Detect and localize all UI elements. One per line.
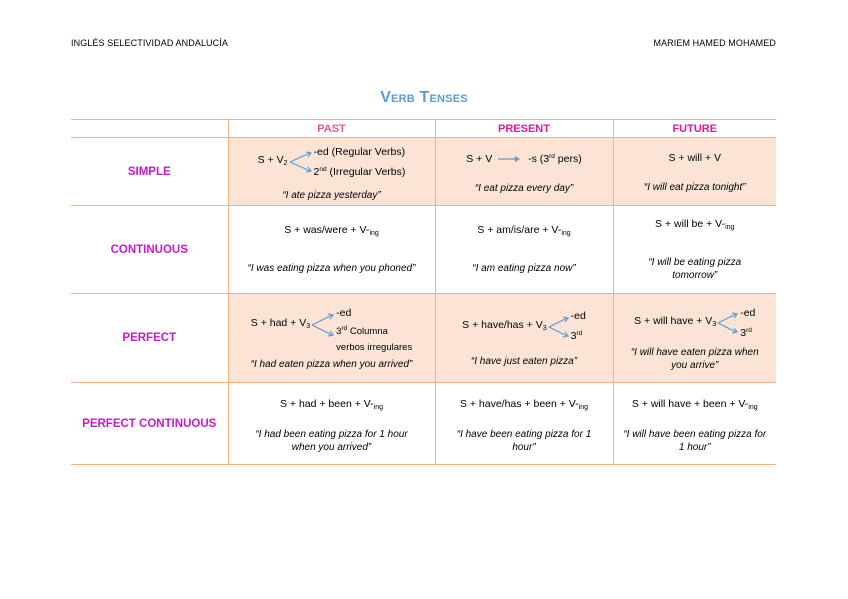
table-row-perfect-continuous (71, 383, 776, 465)
cell-perfect-continuous-past (228, 383, 435, 465)
col-header-present: PRESENT (435, 120, 613, 138)
col-header-future: FUTURE (613, 120, 776, 138)
verb-tenses-table (71, 119, 776, 465)
cell-continuous-past (228, 206, 435, 294)
example-simple-present: “I eat pizza every day” (474, 183, 574, 194)
row-label-simple: SIMPLE (71, 138, 228, 206)
row-label-perfect-continuous: PERFECT CONTINUOUS (71, 383, 228, 465)
example-perfect-past: “I had eaten pizza when you arrived” (250, 359, 413, 370)
perfect-continuous-future-formula: S + will have + been + $V-_{ing}$ (631, 397, 758, 411)
continuous-past-formula: S + was/were + $V-_{ing}$ (284, 224, 379, 237)
example-continuous-present: “I am eating pizza now” (472, 263, 576, 274)
continuous-present-formula: $S + am/is/are + V-_{ing}$ (477, 224, 571, 237)
continuous-future-formula: S + will be + $V-_{ing}$ (655, 217, 735, 231)
example-perfect-future: “I will have eaten pizza when you arrive” (630, 346, 759, 371)
example-simple-past: “I ate pizza yesterday” (282, 189, 381, 201)
branch-arrow-icon (288, 149, 314, 175)
col-header-past: PAST (228, 120, 435, 138)
example-perfect-continuous-past: “I had been eating pizza for 1 hour when you arrived” (255, 428, 408, 453)
example-simple-future: “I will eat pizza tonight” (643, 181, 746, 193)
example-continuous-future: “I will be eating pizza tomorrow” (648, 256, 742, 281)
header-right: MARIEM HAMED MOHAMED (653, 38, 776, 48)
simple-present-formula: S + V -s (3rd pers) (466, 153, 582, 165)
example-continuous-past: “I was eating pizza when you phoned” (247, 263, 416, 274)
perfect-past-formula: S + had + $V_3$ -ed 3rd Columna verbos irregulares (250, 307, 413, 353)
corner-cell (71, 120, 228, 138)
table-row-perfect (71, 294, 776, 383)
branch-arrow-icon (547, 314, 571, 340)
right-arrow-icon (495, 154, 525, 164)
row-label-perfect: PERFECT (71, 294, 228, 383)
simple-future-formula: S + will + V (668, 151, 722, 164)
cell-perfect-continuous-future (613, 383, 776, 465)
cell-continuous-future (613, 206, 776, 294)
cell-simple-past (228, 138, 435, 206)
cell-perfect-present (435, 294, 613, 383)
cell-simple-present (435, 138, 613, 206)
cell-continuous-present (435, 206, 613, 294)
example-perfect-present: “I have just eaten pizza” (470, 356, 578, 367)
simple-past-formula: $S + V_2$ -ed (Regular Verbs) 2nd (Irregular Verbs) (257, 145, 406, 178)
perfect-future-formula: S + will have + $V_3$ -ed 3rd (634, 306, 756, 339)
cell-simple-future (613, 138, 776, 206)
table-row-simple (71, 138, 776, 206)
example-perfect-continuous-future: “I will have been eating pizza for 1 hour” (623, 428, 767, 453)
cell-perfect-future (613, 294, 776, 383)
branch-arrow-icon (716, 310, 740, 336)
example-perfect-continuous-present: “I have been eating pizza for 1 hour” (456, 428, 592, 453)
table-header-row (71, 120, 776, 138)
cell-perfect-continuous-present (435, 383, 613, 465)
table-row-continuous (71, 206, 776, 294)
page-title: Verb Tenses (380, 89, 468, 106)
branch-arrow-icon (310, 311, 336, 339)
header-left: INGLÉS SELECTIVIDAD ANDALUCÍA (71, 38, 228, 48)
row-label-continuous: CONTINUOUS (71, 206, 228, 294)
cell-perfect-past (228, 294, 435, 383)
perfect-continuous-past-formula: S + had + been + $V-_{ing}$ (279, 397, 384, 411)
perfect-present-formula: S + have/has + $V_3$ -ed 3rd (462, 310, 586, 342)
perfect-continuous-present-formula: S + have/has + been + $V-_{ing}$ (459, 397, 589, 411)
